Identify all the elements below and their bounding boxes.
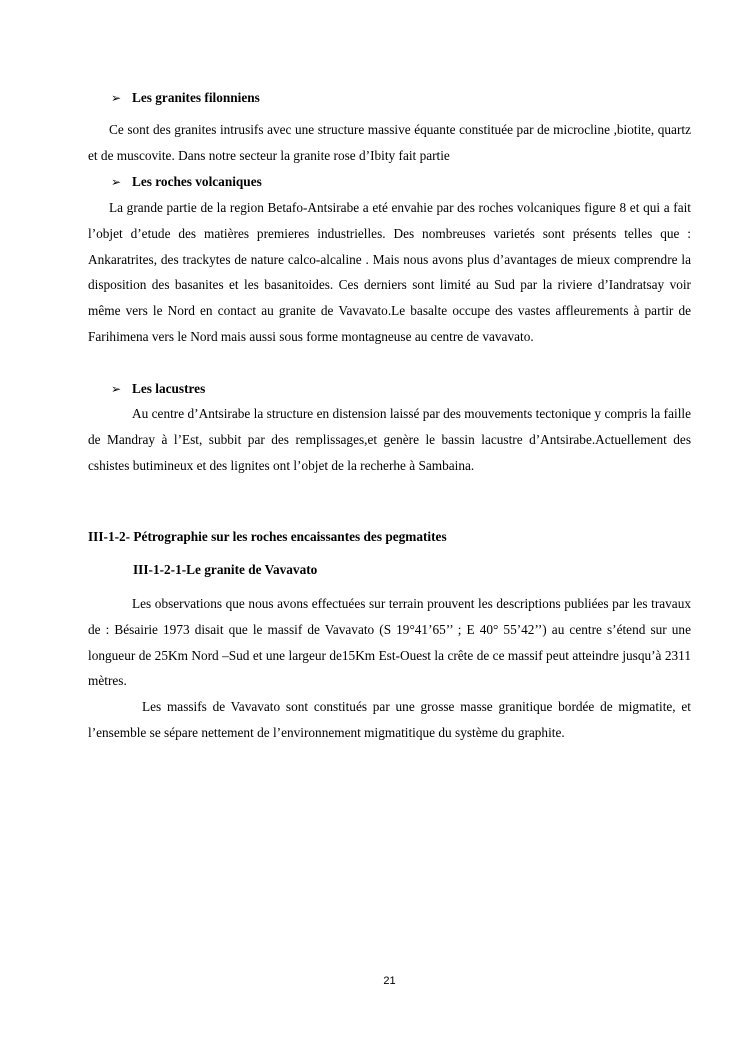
heading-granites-filonniens — [111, 89, 260, 107]
arrow-bullet-icon: ➢ — [111, 175, 122, 189]
subsection-heading-granite-vavavato: III-1-2-1-Le granite de Vavavato — [133, 562, 318, 577]
heading-lacustres — [111, 380, 205, 398]
heading-text: Les granites filonniens — [132, 90, 260, 105]
heading-roches-volcaniques — [111, 173, 262, 191]
page-number: 21 — [383, 975, 396, 987]
heading-text: Les roches volcaniques — [132, 174, 262, 189]
paragraph-observations: Les observations que nous avons effectuées sur terrain prouvent les descriptions publiées par les travaux de : Bésairie 1973 disait que le massif de Vavavato (S 19°41’65’’ ; E 40° 55’42’’) au centre s’étend sur une longueur de 25Km Nord –Sud et une largeur de15Km Est-Ouest la crête de ce massif peut atteindre jusqu’à 2311 mètres. — [88, 596, 691, 689]
arrow-bullet-icon: ➢ — [111, 91, 122, 105]
paragraph-massifs: Les massifs de Vavavato sont constitués par une grosse masse granitique bordée de migmatite, et l’ensemble se sépare nettement de l’environnement migmatitique du système du graphite. — [88, 699, 691, 740]
paragraph-granites: Ce sont des granites intrusifs avec une structure massive équante constituée par de microcline ,biotite, quartz et de muscovite. Dans notre secteur la granite rose d’Ibity fait partie — [88, 122, 691, 163]
section-heading-petrographie: III-1-2- Pétrographie sur les roches encaissantes des pegmatites — [88, 529, 447, 544]
paragraph-volcaniques: La grande partie de la region Betafo-Antsirabe a eté envahie par des roches volcaniques figure 8 et qui a fait l’objet d’etude des matières premieres industrielles. Des nombreuses varietés sont présents telles que : Ankaratrites, des trackytes de nature calco-alcaline . Mais nous avons plus d’avantages de mieux comprendre la disposition des basanites et les basanitoides. Ces derniers sont limité au Sud par la riviere d’Iandratsay voir même vers le Nord en contact au granite de Vavavato.Le basalte occupe des vastes affleurements à partir de Farihimena vers le Nord mais aussi sous forme montagneuse au centre de vavavato. — [88, 200, 691, 344]
arrow-bullet-icon: ➢ — [111, 382, 122, 396]
paragraph-lacustres: Au centre d’Antsirabe la structure en distension laissé par des mouvements tectonique y compris la faille de Mandray à l’Est, subbit par des remplissages,et genère le bassin lacustre d’Antsirabe.Actuellement des cshistes butimineux et des lignites ont l’objet de la recherhe à Sambaina. — [88, 406, 691, 473]
heading-text: Les lacustres — [132, 381, 206, 396]
